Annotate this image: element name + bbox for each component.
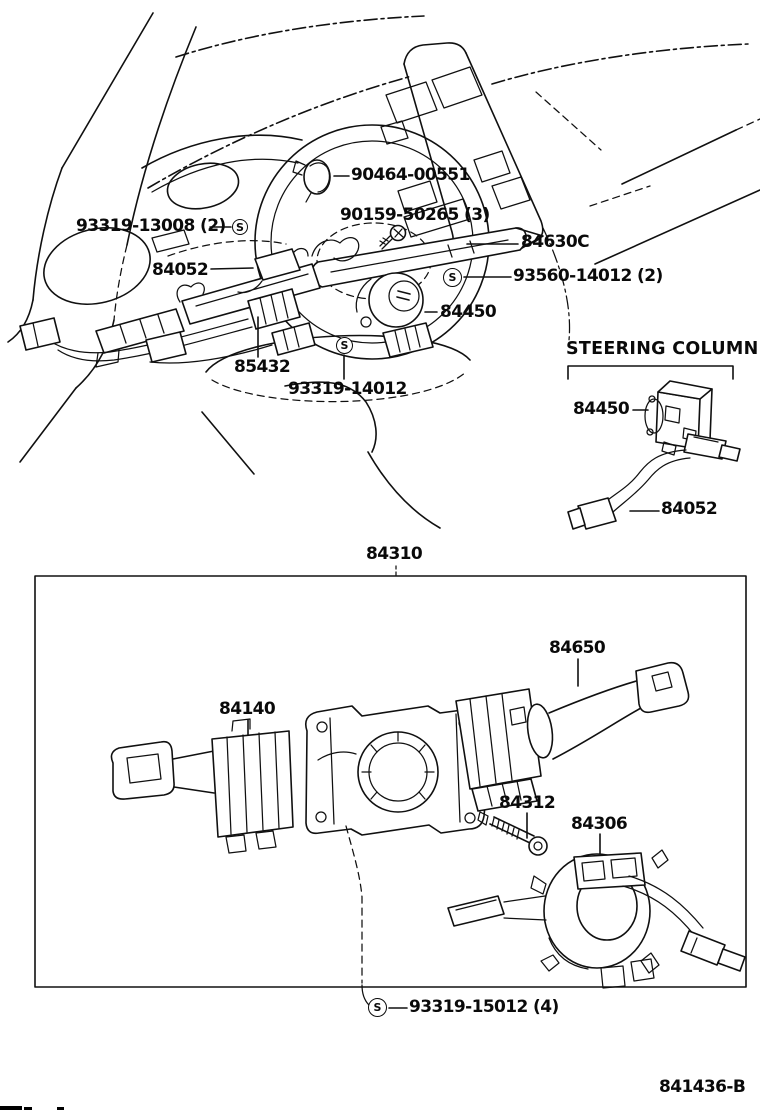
lever-84140-body [212,731,293,837]
s-marker-93560-14012: S [443,268,462,287]
lever-84140-paddle [111,742,174,799]
callout-84650: 84650 [549,638,606,658]
scan-artifact-bar [0,1106,22,1110]
callout-84630c: 84630C [521,232,590,252]
callout-84052: 84052 [152,260,209,280]
callout-93560-14012: 93560-14012 (2) [513,266,663,286]
switch-assembly-illustration [35,566,746,1008]
lever-84650-paddle [636,663,689,713]
lever-84650-body [456,689,541,789]
callout-93319-15012: 93319-15012 (4) [409,997,559,1017]
callout-84312: 84312 [499,793,556,813]
s-marker-93319-15012: S [368,998,387,1017]
callout-84140: 84140 [219,699,276,719]
callout-inset-84450: 84450 [573,399,630,419]
callout-93319-13008: 93319-13008 (2) [76,216,226,236]
steering-column-bracket [568,366,733,379]
exploded-parts-upper [20,160,543,367]
wiper-switch-84630c-part [312,228,526,287]
callout-84306: 84306 [571,814,628,834]
callout-90159-50265: 90159-50265 (3) [340,205,490,225]
callout-90464-00551: 90464-00551 [351,165,470,185]
s-marker-93319-13008: S [232,219,248,235]
callout-84310: 84310 [366,544,423,564]
clamp-90464-part [304,160,330,194]
scan-artifact-bar [57,1107,64,1110]
callout-93319-14012: 93319-14012 [288,379,407,399]
ignition-switch-84450-part [369,273,423,327]
s-marker-93319-14012: S [336,337,353,354]
callout-85432: 85432 [234,357,291,377]
callout-84450: 84450 [440,302,497,322]
callout-inset-84052: 84052 [661,499,718,519]
steering-column-title: STEERING COLUMN [566,339,759,359]
scan-artifact-bar [24,1107,32,1110]
figure-code: 841436-B [659,1077,746,1097]
